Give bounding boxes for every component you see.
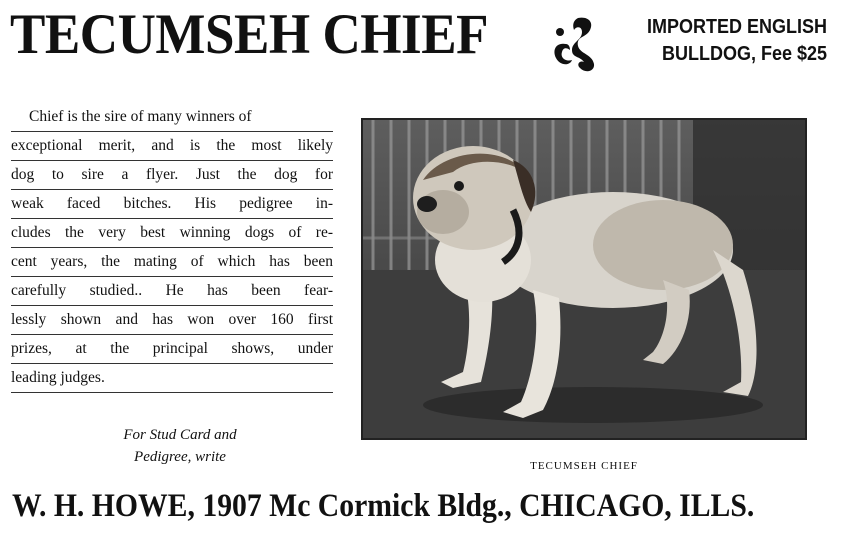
ad-title: TECUMSEH CHIEF — [10, 3, 489, 66]
body-line: lessly shown and has won over 160 first — [11, 306, 333, 335]
body-line: weak faced bitches. His pedigree in- — [11, 190, 333, 219]
body-line: cent years, the mating of which has been — [11, 248, 333, 277]
header-line-2: BULLDOG, Fee $25 — [661, 43, 827, 65]
body-line: cludes the very best winning dogs of re- — [11, 219, 333, 248]
photo-caption: TECUMSEH CHIEF — [530, 460, 638, 472]
stud-note-line-1: For Stud Card and — [123, 427, 237, 443]
body-line: dog to sire a flyer. Just the dog for — [11, 161, 333, 190]
body-line: Chief is the sire of many winners of — [11, 103, 333, 132]
body-line: prizes, at the principal shows, under — [11, 335, 333, 364]
header-line-1: IMPORTED ENGLISH — [646, 16, 827, 38]
body-line: exceptional merit, and is the most likely — [11, 132, 333, 161]
stud-note — [60, 424, 300, 468]
stud-note-line-2: Pedigree, write — [134, 449, 226, 465]
fleuron-icon — [548, 14, 602, 74]
body-copy — [11, 103, 333, 393]
body-line: leading judges. — [11, 364, 333, 393]
footer-address: W. H. HOWE, 1907 Mc Cormick Bldg., CHICAGO, ILLS. — [12, 488, 755, 524]
header-right — [647, 14, 827, 68]
body-line: carefully studied.. He has been fear- — [11, 277, 333, 306]
bulldog-photo — [361, 118, 807, 440]
